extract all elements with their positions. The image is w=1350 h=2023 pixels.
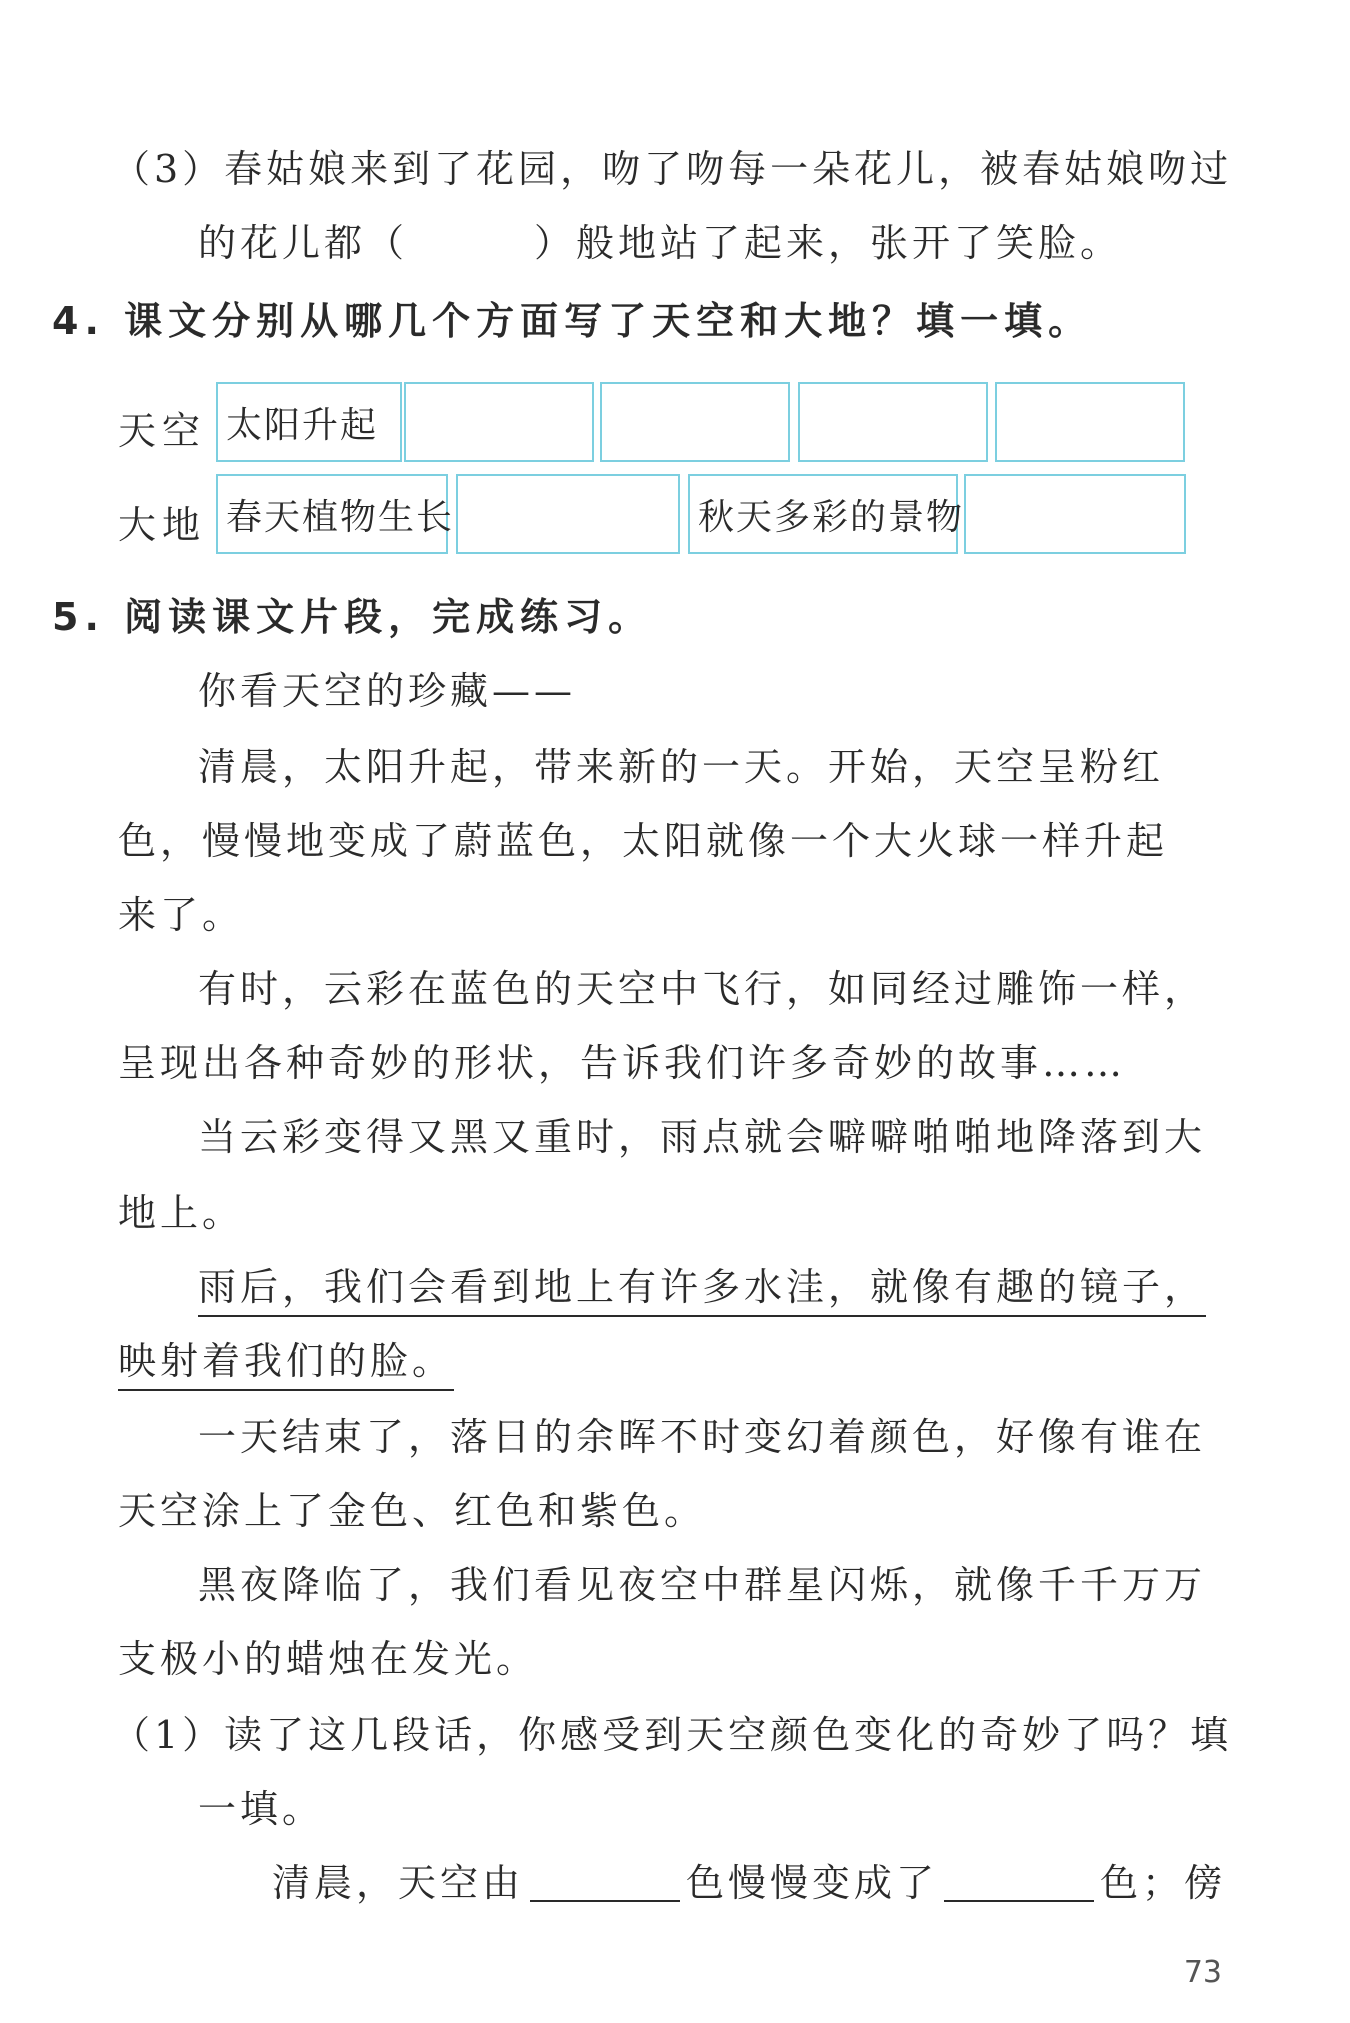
passage-p3-line-1: 当云彩变得又黑又重时，雨点就会噼噼啪啪地降落到大 (198, 1115, 1207, 1159)
earth-cell-3[interactable]: 秋天多彩的景物 (688, 474, 958, 554)
underlined-sentence-part-1: 雨后，我们会看到地上有许多水洼，就像有趣的镜子， (198, 1265, 1206, 1317)
q5-title: 5. 阅读课文片段，完成练习。 (52, 595, 653, 639)
earth-label: 大地 (118, 503, 207, 547)
earth-cell-2[interactable] (456, 474, 680, 554)
passage-p4-line-2 (118, 1339, 455, 1383)
sky-cell-3[interactable] (600, 382, 790, 462)
passage-p5-line-2: 天空涂上了金色、红色和紫色。 (118, 1489, 707, 1533)
sub-question-1-line-1: （1）读了这几段话，你感受到天空颜色变化的奇妙了吗？填 (112, 1713, 1233, 1757)
passage-p1-line-3: 来了。 (118, 893, 245, 937)
q3-line-1: （3）春姑娘来到了花园，吻了吻每一朵花儿，被春姑娘吻过 (112, 147, 1233, 191)
sub-question-1-line-2: 一填。 (198, 1787, 325, 1831)
answer-blank-2[interactable] (944, 1870, 1094, 1902)
passage-p1-line-2: 色，慢慢地变成了蔚蓝色，太阳就像一个大火球一样升起 (118, 819, 1169, 863)
passage-p4-line-1 (198, 1265, 1207, 1309)
passage-p6-line-1: 黑夜降临了，我们看见夜空中群星闪烁，就像千千万万 (198, 1563, 1207, 1607)
earth-cell-1[interactable]: 春天植物生长 (216, 474, 448, 554)
passage-p6-line-2: 支极小的蜡烛在发光。 (118, 1637, 539, 1681)
passage-p3-line-2: 地上。 (118, 1191, 245, 1235)
fill-in-line (272, 1861, 1227, 1905)
sky-cell-5[interactable] (995, 382, 1185, 462)
earth-cell-4[interactable] (964, 474, 1186, 554)
underlined-sentence-part-2: 映射着我们的脸。 (118, 1339, 454, 1391)
passage-intro: 你看天空的珍藏—— (198, 669, 577, 713)
fill-text-a: 清晨，天空由 (272, 1861, 525, 1905)
passage-p1-line-1: 清晨，太阳升起，带来新的一天。开始，天空呈粉红 (198, 745, 1165, 789)
sky-cell-4[interactable] (798, 382, 988, 462)
q3-line-2: 的花儿都（ ）般地站了起来，张开了笑脸。 (198, 221, 1123, 265)
page-number: 73 (1183, 1955, 1222, 1990)
answer-blank-1[interactable] (530, 1870, 680, 1902)
sky-cell-2[interactable] (404, 382, 594, 462)
passage-p2-line-1: 有时，云彩在蓝色的天空中飞行，如同经过雕饰一样， (198, 967, 1207, 1011)
sky-label: 天空 (118, 409, 207, 453)
passage-p5-line-1: 一天结束了，落日的余晖不时变幻着颜色，好像有谁在 (198, 1415, 1207, 1459)
fill-text-b: 色慢慢变成了 (686, 1861, 939, 1905)
fill-text-c: 色；傍 (1100, 1861, 1227, 1905)
sky-cell-1[interactable]: 太阳升起 (216, 382, 402, 462)
q4-title: 4. 课文分别从哪几个方面写了天空和大地？填一填。 (52, 299, 1093, 343)
passage-p2-line-2: 呈现出各种奇妙的形状，告诉我们许多奇妙的故事…… (118, 1041, 1127, 1085)
